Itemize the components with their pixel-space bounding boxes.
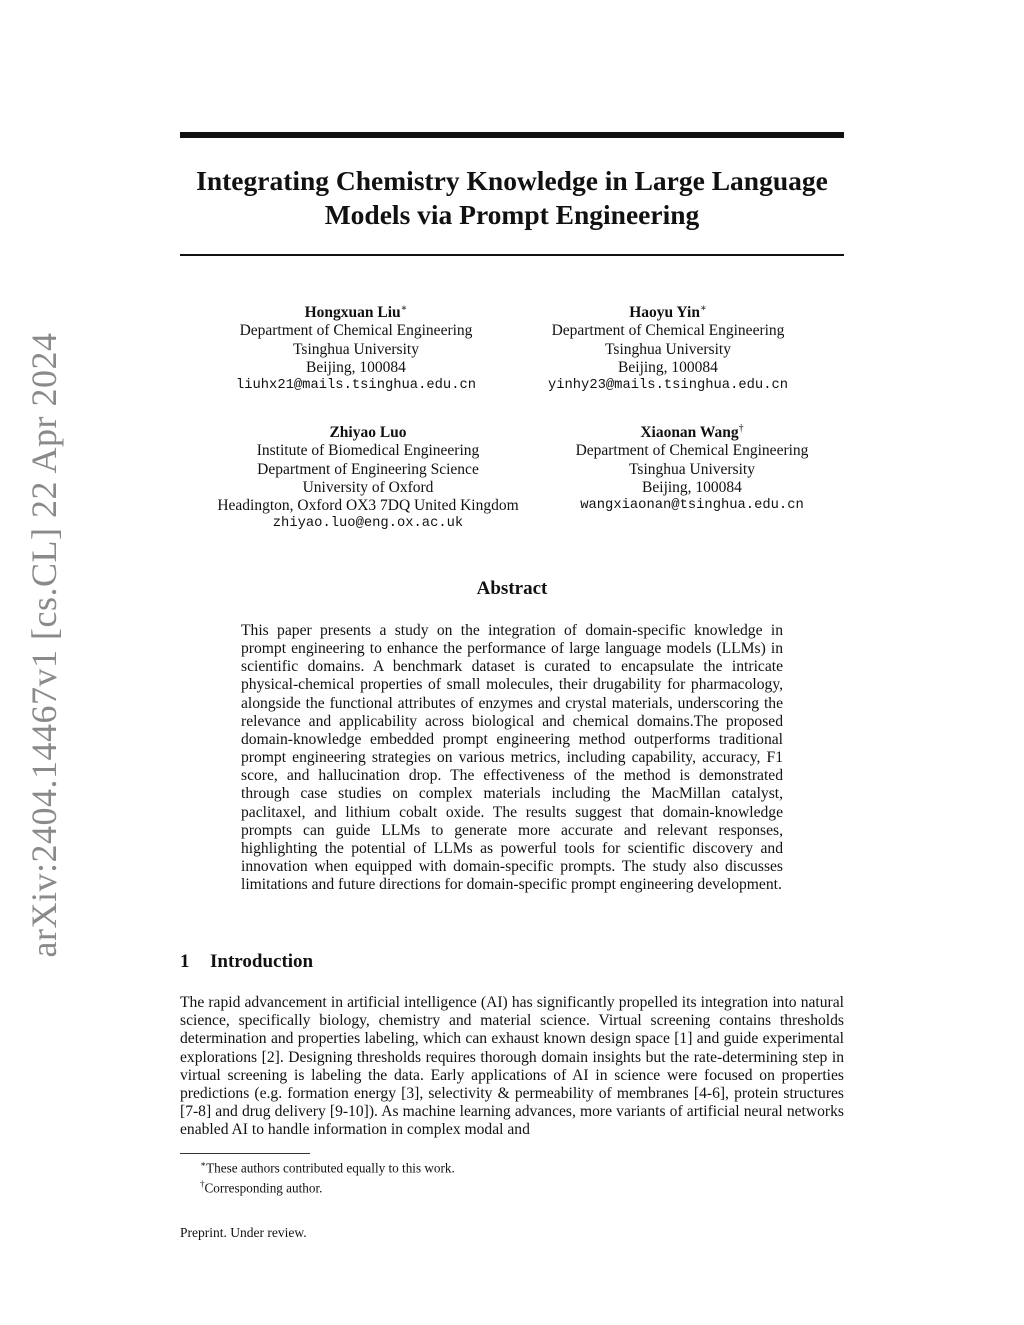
author-block [522, 420, 862, 515]
author-email: yinhy23@mails.tsinghua.edu.cn [547, 377, 789, 393]
footnote: †Corresponding author. [200, 1179, 323, 1196]
author-affiliation: Department of Chemical Engineering [575, 442, 809, 460]
author-name: Haoyu Yin∗ [629, 303, 707, 322]
author-email: wangxiaonan@tsinghua.edu.cn [580, 497, 804, 513]
author-affiliation: University of Oxford [302, 478, 434, 496]
author-affiliation: Beijing, 100084 [618, 358, 718, 376]
title-line-2: Models via Prompt Engineering [324, 199, 700, 230]
author-mark: † [738, 423, 744, 434]
author-mark: ∗ [699, 303, 707, 314]
footnote: ∗These authors contributed equally to this work. [200, 1159, 455, 1176]
author-affiliation: Beijing, 100084 [642, 478, 742, 496]
section-title: Introduction [210, 951, 314, 972]
introduction-text: The rapid advancement in artificial intelligence (AI) has significantly propelled its integration into natural science, specifically biology, chemistry and material science. Virtual screening contains thresholds determination and properties labeling, which can exhaust known design space [1] and guide experimental explorations [2]. Designing thresholds requires thorough domain insights but the rate-determining step in virtual screening is labeling the data. Early applications of AI in science were focused on properties predictions (e.g. formation energy [3], selectivity & permeability of membranes [4-6], protein structures [7-8] and drug delivery [9-10]). As machine learning advances, more variants of artificial neural networks enabled AI to handle information in complex modal and [180, 994, 844, 1139]
author-mark: ∗ [400, 303, 408, 314]
author-block [512, 300, 824, 395]
author-block [190, 420, 546, 534]
author-affiliation: Tsinghua University [605, 340, 731, 358]
author-email: liuhx21@mails.tsinghua.edu.cn [235, 377, 477, 393]
author-affiliation: Tsinghua University [629, 460, 755, 478]
author-affiliation: Department of Chemical Engineering [239, 322, 473, 340]
author-affiliation: Department of Chemical Engineering [551, 322, 785, 340]
author-email: zhiyao.luo@eng.ox.ac.uk [272, 516, 464, 532]
footnote-mark: † [200, 1179, 205, 1190]
author-affiliation: Tsinghua University [293, 340, 419, 358]
paper-title [180, 164, 844, 232]
title-bottom-rule [180, 254, 844, 256]
abstract-text: This paper presents a study on the integration of domain-specific knowledge in prompt engineering to enhance the performance of large language models (LLMs) in scientific domains. A benchmark dataset is curated to encapsulate the intricate physical-chemical properties of small molecules, their drugability for pharmacology, alongside the functional attributes of enzymes and crystal materials, underscoring the relevance and applicability across biological and chemical domains.The proposed domain-knowledge embedded prompt engineering method outperforms traditional prompt engineering strategies on various metrics, including capability, accuracy, F1 score, and hallucination drop. The effectiveness of the method is demonstrated through case studies on complex materials including the MacMillan catalyst, paclitaxel, and lithium cobalt oxide. The results suggest that domain-knowledge prompts can guide LLMs to generate more accurate and relevant responses, highlighting the potential of LLMs as powerful tools for scientific discovery and innovation when equipped with domain-specific prompts. The study also discusses limitations and future directions for domain-specific prompt engineering development. [241, 622, 783, 894]
author-affiliation: Department of Engineering Science [257, 460, 479, 478]
section-heading [180, 951, 313, 973]
arxiv-identifier: arXiv:2404.14467v1 [cs.CL] 22 Apr 2024 [24, 332, 64, 958]
title-line-1: Integrating Chemistry Knowledge in Large Language [196, 165, 828, 196]
footnote-mark: ∗ [200, 1159, 207, 1169]
author-name: Xiaonan Wang† [640, 423, 744, 442]
author-name: Zhiyao Luo [329, 424, 407, 442]
author-affiliation: Beijing, 100084 [306, 358, 406, 376]
author-name: Hongxuan Liu∗ [304, 303, 408, 322]
section-number: 1 [180, 951, 190, 972]
abstract-heading: Abstract [476, 578, 548, 599]
author-affiliation: Institute of Biomedical Engineering [256, 442, 480, 460]
footnotes [180, 1156, 455, 1197]
author-block [200, 300, 512, 395]
title-top-rule [180, 132, 844, 138]
footnote-rule [180, 1153, 310, 1154]
author-affiliation: Headington, Oxford OX3 7DQ United Kingdom [217, 496, 519, 514]
preprint-notice: Preprint. Under review. [180, 1225, 307, 1240]
